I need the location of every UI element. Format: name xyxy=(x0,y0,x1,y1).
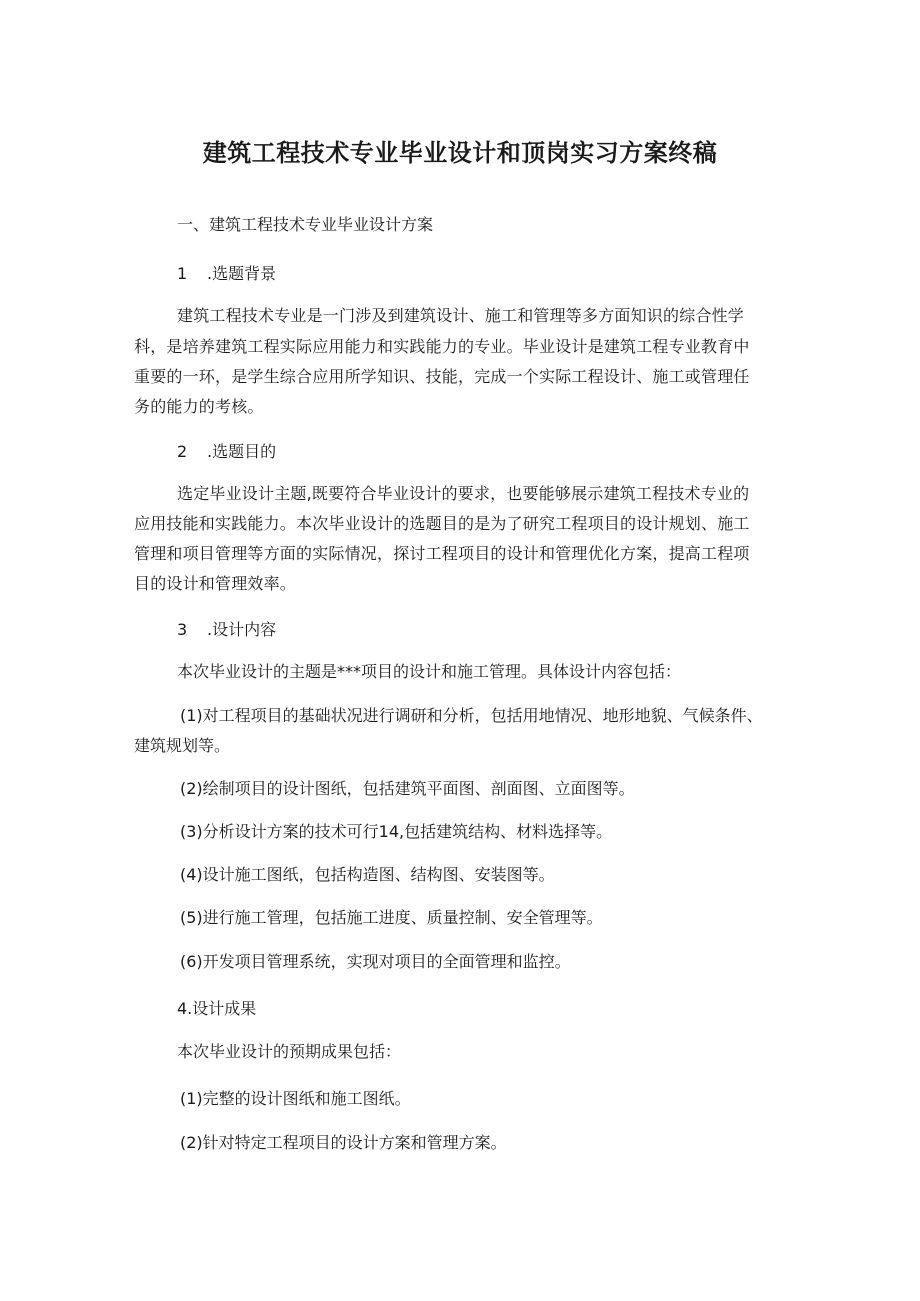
subsection-heading-purpose xyxy=(177,442,276,462)
subsection-title: .设计内容 xyxy=(207,620,277,639)
list-item: (4)设计施工图纸，包括构造图、结构图、安装图等。 xyxy=(180,865,555,884)
paragraph-line: 目的设计和管理效率。 xyxy=(134,574,297,593)
subsection-heading-background xyxy=(177,264,276,284)
paragraph-intro: 本次毕业设计的主题是***项目的设计和施工管理。具体设计内容包括： xyxy=(177,662,682,681)
list-item: (1)对工程项目的基础状况进行调研和分析，包括用地情况、地形地貌、气候条件、 xyxy=(180,706,763,725)
subsection-number: 1 xyxy=(177,264,188,283)
section-heading: 一、建筑工程技术专业毕业设计方案 xyxy=(177,215,434,234)
paragraph-line: 科，是培养建筑工程实际应用能力和实践能力的专业。毕业设计是建筑工程专业教育中 xyxy=(134,337,750,356)
paragraph-line: 应用技能和实践能力。本次毕业设计的选题目的是为了研究工程项目的设计规划、施工 xyxy=(134,514,750,533)
paragraph-line: 建筑工程技术专业是一门涉及到建筑设计、施工和管理等多方面知识的综合性学 xyxy=(177,306,745,325)
paragraph-line: 重要的一环，是学生综合应用所学知识、技能，完成一个实际工程设计、施工或管理任 xyxy=(134,367,750,386)
list-item: (2)绘制项目的设计图纸，包括建筑平面图、剖面图、立面图等。 xyxy=(180,779,635,798)
list-item: (3)分析设计方案的技术可行14,包括建筑结构、材料选择等。 xyxy=(180,822,613,841)
subsection-title: .选题目的 xyxy=(207,442,277,461)
list-item: (5)进行施工管理，包括施工进度、质量控制、安全管理等。 xyxy=(180,908,603,927)
paragraph-intro: 本次毕业设计的预期成果包括： xyxy=(177,1042,402,1061)
subsection-number: 2 xyxy=(177,442,188,461)
list-item-continuation: 建筑规划等。 xyxy=(134,736,231,755)
list-item: (1)完整的设计图纸和施工图纸。 xyxy=(180,1089,411,1108)
paragraph-line: 务的能力的考核。 xyxy=(134,397,264,416)
list-item: (6)开发项目管理系统，实现对项目的全面管理和监控。 xyxy=(180,952,571,971)
subsection-heading-content xyxy=(177,620,276,640)
subsection-title: .选题背景 xyxy=(207,264,277,283)
document-title: 建筑工程技术专业毕业设计和顶岗实习方案终稿 xyxy=(202,139,718,167)
subsection-number: 3 xyxy=(177,620,188,639)
paragraph-line: 管理和项目管理等方面的实际情况，探讨工程项目的设计和管理优化方案，提高工程项 xyxy=(134,544,750,563)
subsection-heading-results: 4.设计成果 xyxy=(177,999,257,1018)
list-item: (2)针对特定工程项目的设计方案和管理方案。 xyxy=(180,1133,507,1152)
paragraph-line: 选定毕业设计主题,既要符合毕业设计的要求，也要能够展示建筑工程技术专业的 xyxy=(177,484,750,503)
